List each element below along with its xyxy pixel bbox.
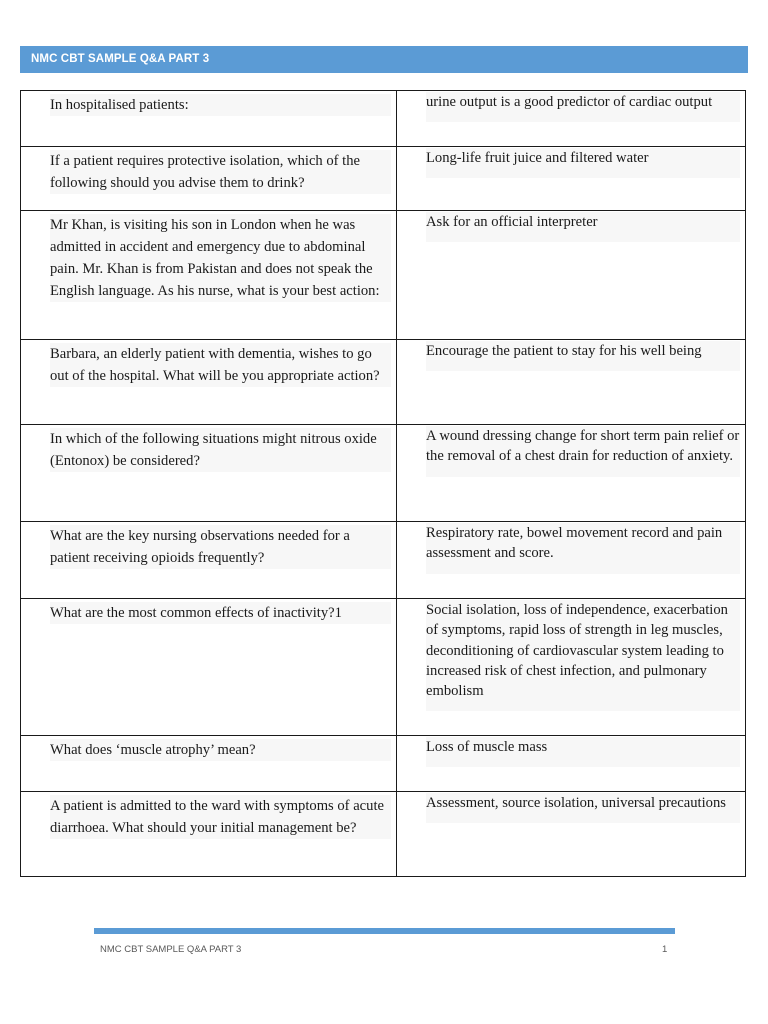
question-text: What does ‘muscle atrophy’ mean? — [50, 739, 391, 761]
question-text: In which of the following situations might nitrous oxide (Entonox) be considered? — [50, 428, 391, 472]
question-text: What are the key nursing observations needed for a patient receiving opioids frequently? — [50, 525, 391, 569]
table-row — [21, 522, 746, 599]
table-row — [21, 211, 746, 340]
question-cell — [21, 599, 397, 736]
answer-cell — [397, 91, 746, 147]
answer-cell — [397, 340, 746, 425]
answer-text: Respiratory rate, bowel movement record and pain assessment and score. — [426, 523, 740, 574]
table-row — [21, 425, 746, 522]
answer-text: Social isolation, loss of independence, exacerbation of symptoms, rapid loss of strength in leg muscles, deconditioning of cardiovascular system leading to increased risk of chest infection, and pulmonary embolism — [426, 600, 740, 711]
question-cell — [21, 91, 397, 147]
question-text: Mr Khan, is visiting his son in London when he was admitted in accident and emergency due to abdominal pain. Mr. Khan is from Pakistan and does not speak the English language. As his nurse, what is your best action: — [50, 214, 391, 302]
table-row — [21, 91, 746, 147]
question-cell — [21, 522, 397, 599]
answer-text: Ask for an official interpreter — [426, 212, 740, 242]
answer-cell — [397, 736, 746, 792]
question-text: In hospitalised patients: — [50, 94, 391, 116]
answer-cell — [397, 147, 746, 211]
qa-table — [20, 90, 746, 877]
question-cell — [21, 147, 397, 211]
answer-cell — [397, 211, 746, 340]
answer-cell — [397, 425, 746, 522]
answer-cell — [397, 599, 746, 736]
answer-text: Long-life fruit juice and filtered water — [426, 148, 740, 178]
question-text: Barbara, an elderly patient with dementia, wishes to go out of the hospital. What will be you appropriate action? — [50, 343, 391, 387]
question-text: What are the most common effects of inactivity?1 — [50, 602, 391, 624]
document-header: NMC CBT SAMPLE Q&A PART 3 — [20, 46, 748, 73]
question-text: If a patient requires protective isolation, which of the following should you advise them to drink? — [50, 150, 391, 194]
answer-text: Assessment, source isolation, universal precautions — [426, 793, 740, 823]
table-row — [21, 599, 746, 736]
answer-cell — [397, 522, 746, 599]
answer-text: A wound dressing change for short term pain relief or the removal of a chest drain for reduction of anxiety. — [426, 426, 740, 477]
answer-text: Encourage the patient to stay for his well being — [426, 341, 740, 371]
table-row — [21, 736, 746, 792]
question-cell — [21, 211, 397, 340]
answer-text: urine output is a good predictor of cardiac output — [426, 92, 740, 122]
question-cell — [21, 736, 397, 792]
question-text: A patient is admitted to the ward with symptoms of acute diarrhoea. What should your initial management be? — [50, 795, 391, 839]
question-cell — [21, 340, 397, 425]
footer-rule — [94, 928, 675, 934]
table-row — [21, 792, 746, 877]
question-cell — [21, 425, 397, 522]
footer-title: NMC CBT SAMPLE Q&A PART 3 — [100, 944, 242, 955]
table-row — [21, 147, 746, 211]
page-number: 1 — [662, 944, 668, 955]
answer-cell — [397, 792, 746, 877]
question-cell — [21, 792, 397, 877]
table-row — [21, 340, 746, 425]
answer-text: Loss of muscle mass — [426, 737, 740, 767]
